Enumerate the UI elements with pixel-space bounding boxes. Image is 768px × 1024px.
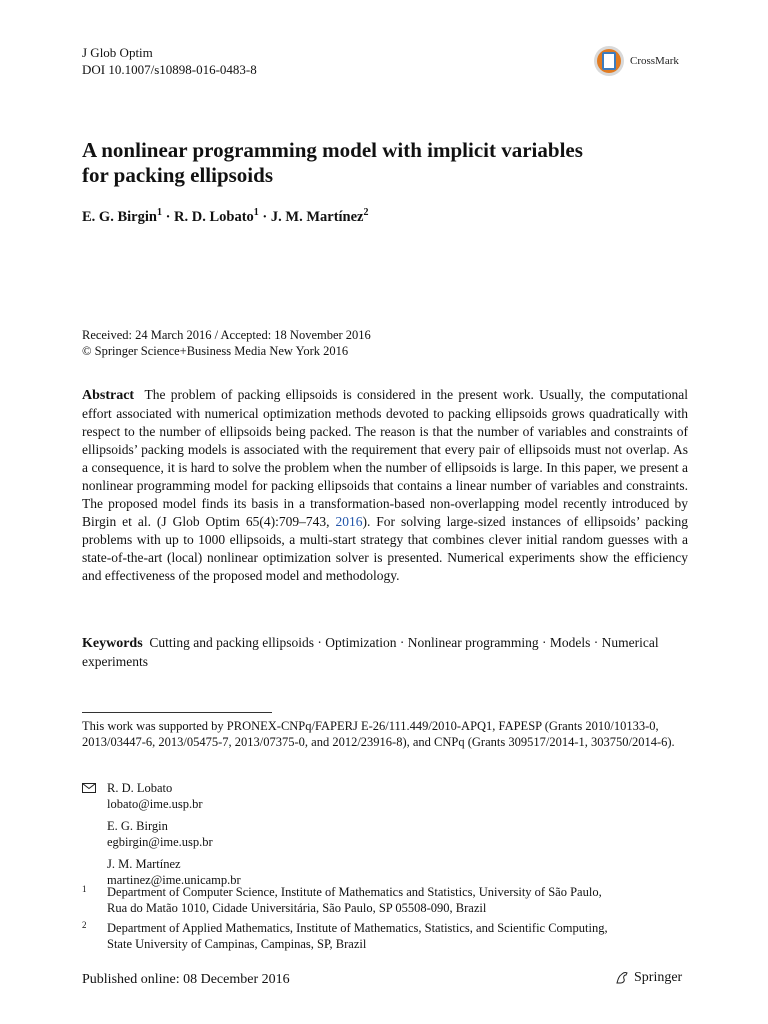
contact-name: J. M. Martínez — [107, 857, 181, 871]
publisher-logo[interactable] — [614, 970, 682, 986]
contact-email[interactable]: lobato@ime.usp.br — [107, 797, 203, 811]
copyright: © Springer Science+Business Media New York 2016 — [82, 344, 349, 358]
author-affiliation-mark: 2 — [363, 207, 369, 218]
author-name[interactable]: J. M. Martínez — [270, 208, 364, 225]
contact-entry — [107, 780, 688, 812]
envelope-icon — [82, 783, 96, 793]
corresponding-authors — [82, 780, 688, 894]
crossmark-label: CrossMark — [630, 55, 679, 67]
doi[interactable]: DOI 10.1007/s10898-016-0483-8 — [82, 62, 257, 77]
abstract-text-continued: ). For solving large-sized instances of ellipsoids’ packing problems with up to 1000 ellipsoids, a multi-start strategy that combines clever initial random guesses with a state-of-the-art (local) nonlinear optimization solver is presented. Numerical experiments show the efficiency and effectiveness of the proposed model and methodology. — [82, 514, 688, 583]
author-name[interactable]: R. D. Lobato — [174, 208, 254, 225]
footnote-divider — [82, 712, 272, 713]
publisher-name: Springer — [634, 970, 683, 985]
author-separator: · — [161, 208, 175, 225]
article-dates — [82, 327, 371, 359]
contact-name: E. G. Birgin — [107, 819, 168, 833]
affiliation-line: Department of Applied Mathematics, Institute of Mathematics, Statistics, and Scientific Computing, — [107, 921, 608, 935]
affiliation-line: Department of Computer Science, Institute of Mathematics and Statistics, University of São Paulo, — [107, 885, 602, 899]
author-list — [82, 207, 369, 226]
keywords — [82, 634, 688, 671]
crossmark-icon — [594, 46, 624, 76]
author-separator: · — [258, 208, 271, 225]
abstract — [82, 386, 688, 585]
abstract-text: The problem of packing ellipsoids is considered in the present work. Usually, the computational effort associated with numerical optimization methods devoted to packing ellipsoids grows quadratically with respect to the number of ellipsoids being packed. The reason is that the number of variables and constraints of ellipsoids’ packing models is associated with the requirement that every pair of ellipsoids must not overlap. As a consequence, it is hard to solve the problem when the number of ellipsoids is large. In this paper, we present a nonlinear programming model for packing ellipsoids that contains a linear number of variables and constraints. The proposed model finds its basis in a transformation-based non-overlapping model recently introduced by Birgin et al. (J Glob Optim 65(4):709–743, — [82, 387, 688, 529]
title-line: for packing ellipsoids — [82, 163, 273, 187]
funding-note: This work was supported by PRONEX-CNPq/FAPERJ E-26/111.449/2010-APQ1, FAPESP (Grants 2010/10133-0, 2013/03447-6, 2013/05475-7, 2013/07375-0, and 2012/23916-8), and CNPq (Grants 309517/2014-1, 303750/2014-6). — [82, 719, 675, 749]
affiliation-line: Rua do Matão 1010, Cidade Universitária, São Paulo, SP 05508-090, Brazil — [107, 901, 487, 915]
contact-email[interactable]: martinez@ime.unicamp.br — [107, 873, 241, 887]
affiliation-number: 1 — [82, 884, 87, 894]
journal-name: J Glob Optim — [82, 45, 153, 60]
published-online: Published online: 08 December 2016 — [82, 972, 290, 987]
contact-name: R. D. Lobato — [107, 781, 173, 795]
journal-header — [82, 44, 257, 78]
title-line: A nonlinear programming model with implicit variables — [82, 138, 583, 162]
received-accepted: Received: 24 March 2016 / Accepted: 18 November 2016 — [82, 328, 371, 342]
paper-title — [82, 138, 702, 188]
contact-email[interactable]: egbirgin@ime.usp.br — [107, 835, 213, 849]
affiliation-number: 2 — [82, 920, 87, 930]
affiliation — [82, 884, 688, 916]
keywords-label: Keywords — [82, 636, 143, 651]
contact-entry — [107, 818, 688, 850]
citation-link[interactable]: 2016 — [335, 514, 363, 529]
abstract-label: Abstract — [82, 388, 135, 403]
crossmark-badge[interactable] — [594, 44, 696, 78]
author-affiliation-mark: 1 — [253, 207, 259, 218]
affiliation — [82, 920, 688, 952]
springer-horse-icon — [614, 970, 630, 986]
author-name[interactable]: E. G. Birgin — [82, 208, 157, 225]
affiliation-line: State University of Campinas, Campinas, SP, Brazil — [107, 937, 367, 951]
keywords-text: Cutting and packing ellipsoids · Optimization · Nonlinear programming · Models · Numerical experiments — [82, 635, 659, 669]
author-affiliation-mark: 1 — [156, 207, 162, 218]
